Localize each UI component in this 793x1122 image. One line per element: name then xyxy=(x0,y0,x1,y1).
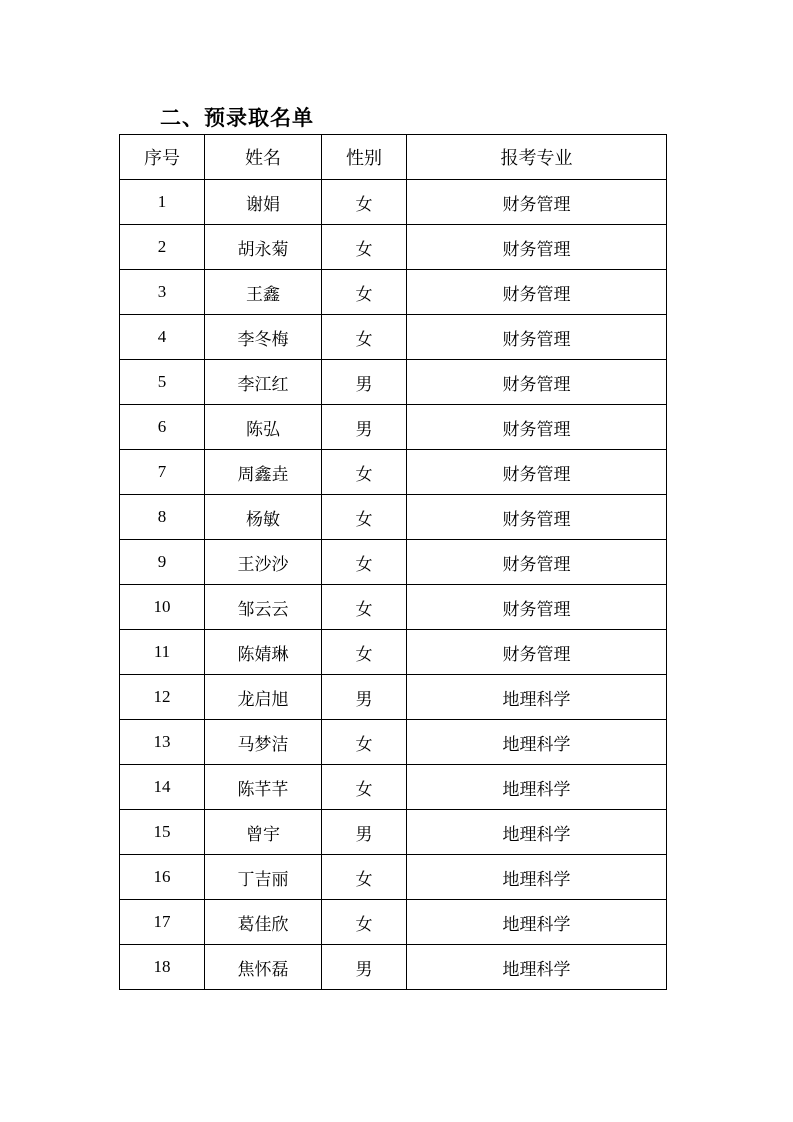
cell-no: 3 xyxy=(120,270,205,315)
cell-name: 胡永菊 xyxy=(205,225,322,270)
header-no: 序号 xyxy=(120,135,205,180)
cell-name: 曾宇 xyxy=(205,810,322,855)
cell-name: 葛佳欣 xyxy=(205,900,322,945)
cell-no: 5 xyxy=(120,360,205,405)
table-row xyxy=(120,720,667,765)
cell-no: 8 xyxy=(120,495,205,540)
cell-no: 4 xyxy=(120,315,205,360)
header-major: 报考专业 xyxy=(407,135,667,180)
cell-name: 陈芊芊 xyxy=(205,765,322,810)
cell-name: 谢娟 xyxy=(205,180,322,225)
table-row xyxy=(120,360,667,405)
admission-table xyxy=(119,134,667,990)
cell-gender: 女 xyxy=(322,900,407,945)
table-row xyxy=(120,765,667,810)
section-title: 二、预录取名单 xyxy=(160,106,314,130)
cell-gender: 男 xyxy=(322,945,407,990)
cell-name: 王鑫 xyxy=(205,270,322,315)
cell-name: 丁吉丽 xyxy=(205,855,322,900)
cell-gender: 男 xyxy=(322,360,407,405)
table-body xyxy=(120,180,667,990)
cell-gender: 男 xyxy=(322,405,407,450)
cell-no: 1 xyxy=(120,180,205,225)
cell-gender: 女 xyxy=(322,630,407,675)
table-header xyxy=(120,135,667,180)
header-name: 姓名 xyxy=(205,135,322,180)
cell-major: 地理科学 xyxy=(407,720,667,765)
cell-major: 财务管理 xyxy=(407,495,667,540)
cell-no: 17 xyxy=(120,900,205,945)
table-row xyxy=(120,900,667,945)
cell-name: 陈弘 xyxy=(205,405,322,450)
cell-no: 2 xyxy=(120,225,205,270)
cell-no: 7 xyxy=(120,450,205,495)
cell-no: 13 xyxy=(120,720,205,765)
cell-gender: 女 xyxy=(322,720,407,765)
cell-no: 16 xyxy=(120,855,205,900)
cell-name: 李冬梅 xyxy=(205,315,322,360)
table-row xyxy=(120,225,667,270)
table-row xyxy=(120,540,667,585)
table-row xyxy=(120,450,667,495)
cell-name: 邹云云 xyxy=(205,585,322,630)
cell-major: 财务管理 xyxy=(407,180,667,225)
cell-major: 财务管理 xyxy=(407,585,667,630)
cell-gender: 女 xyxy=(322,540,407,585)
table-row xyxy=(120,810,667,855)
cell-name: 杨敏 xyxy=(205,495,322,540)
cell-name: 马梦洁 xyxy=(205,720,322,765)
table-row xyxy=(120,270,667,315)
cell-no: 15 xyxy=(120,810,205,855)
header-gender: 性别 xyxy=(322,135,407,180)
cell-major: 财务管理 xyxy=(407,405,667,450)
cell-major: 地理科学 xyxy=(407,810,667,855)
cell-gender: 女 xyxy=(322,315,407,360)
cell-name: 焦怀磊 xyxy=(205,945,322,990)
cell-gender: 女 xyxy=(322,765,407,810)
cell-gender: 女 xyxy=(322,495,407,540)
cell-major: 地理科学 xyxy=(407,765,667,810)
table-row xyxy=(120,180,667,225)
cell-major: 财务管理 xyxy=(407,315,667,360)
cell-major: 地理科学 xyxy=(407,900,667,945)
cell-major: 财务管理 xyxy=(407,270,667,315)
cell-no: 18 xyxy=(120,945,205,990)
cell-name: 周鑫垚 xyxy=(205,450,322,495)
table-row xyxy=(120,945,667,990)
cell-name: 陈婧琳 xyxy=(205,630,322,675)
table-row xyxy=(120,585,667,630)
cell-gender: 女 xyxy=(322,225,407,270)
cell-gender: 女 xyxy=(322,585,407,630)
table-row xyxy=(120,495,667,540)
cell-name: 龙启旭 xyxy=(205,675,322,720)
cell-major: 财务管理 xyxy=(407,360,667,405)
cell-no: 11 xyxy=(120,630,205,675)
table-row xyxy=(120,405,667,450)
cell-no: 9 xyxy=(120,540,205,585)
header-row xyxy=(120,135,667,180)
cell-gender: 女 xyxy=(322,450,407,495)
cell-gender: 男 xyxy=(322,675,407,720)
table-row xyxy=(120,675,667,720)
cell-gender: 男 xyxy=(322,810,407,855)
cell-no: 10 xyxy=(120,585,205,630)
table-row xyxy=(120,855,667,900)
table-row xyxy=(120,630,667,675)
cell-major: 财务管理 xyxy=(407,225,667,270)
cell-no: 14 xyxy=(120,765,205,810)
cell-major: 财务管理 xyxy=(407,450,667,495)
cell-major: 地理科学 xyxy=(407,675,667,720)
cell-major: 财务管理 xyxy=(407,540,667,585)
cell-major: 财务管理 xyxy=(407,630,667,675)
cell-no: 12 xyxy=(120,675,205,720)
cell-major: 地理科学 xyxy=(407,855,667,900)
table-row xyxy=(120,315,667,360)
cell-name: 王沙沙 xyxy=(205,540,322,585)
cell-gender: 女 xyxy=(322,270,407,315)
cell-name: 李江红 xyxy=(205,360,322,405)
cell-gender: 女 xyxy=(322,180,407,225)
cell-no: 6 xyxy=(120,405,205,450)
cell-major: 地理科学 xyxy=(407,945,667,990)
cell-gender: 女 xyxy=(322,855,407,900)
